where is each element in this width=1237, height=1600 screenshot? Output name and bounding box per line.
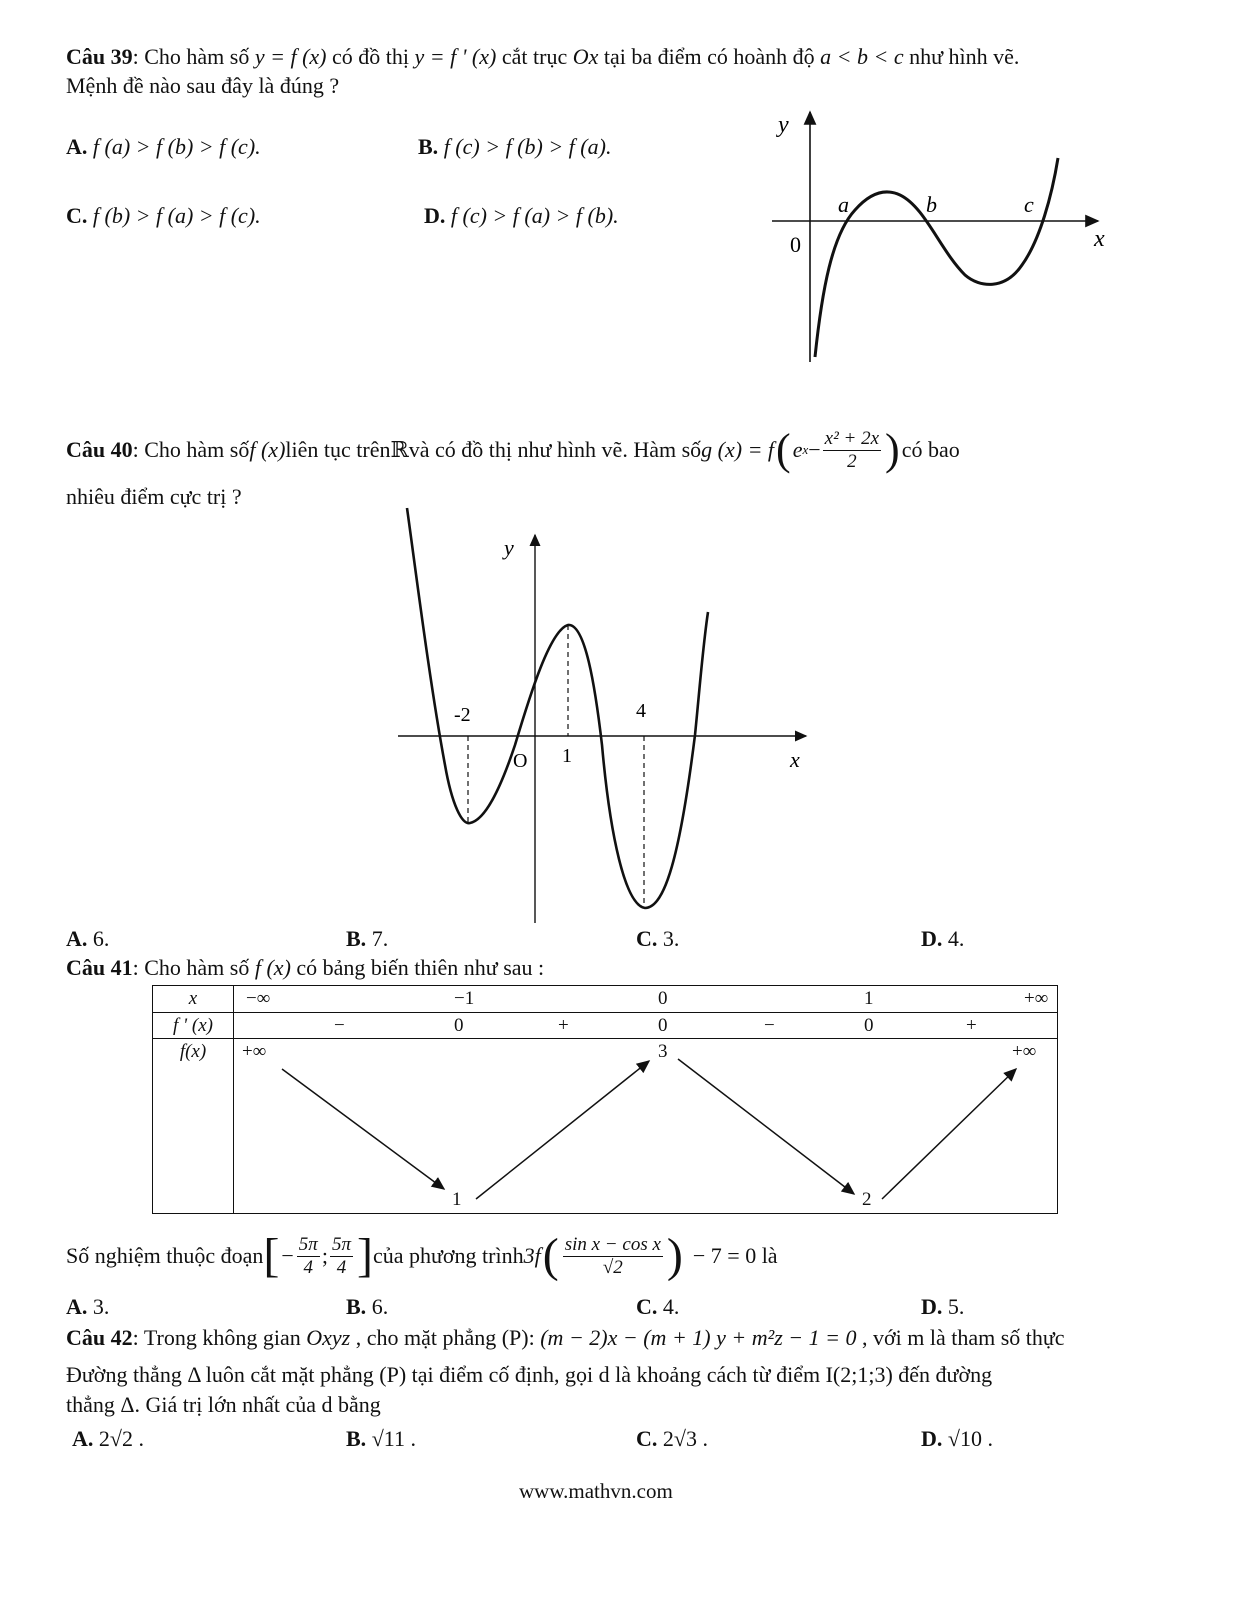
q40-fraction	[823, 428, 881, 473]
q40-text-d: có bao	[901, 437, 960, 462]
vt-x-0: −∞	[246, 988, 271, 1009]
q41-bracket-left: [	[263, 1229, 280, 1282]
option-text: 3.	[657, 926, 680, 951]
option-text: √10 .	[942, 1426, 993, 1451]
q42-option-d	[921, 1426, 993, 1452]
q41-interval-frac1	[297, 1234, 320, 1279]
vt-row-f-header: f(x)	[153, 1039, 234, 1214]
q41-paren-left: (	[542, 1229, 559, 1282]
q42-expr-plane: (m − 2)x − (m + 1) y + m²z − 1 = 0	[540, 1325, 857, 1350]
q39-expr-yp: y = f ' (x)	[414, 44, 497, 69]
option-text: 2√3 .	[657, 1426, 708, 1451]
option-label: D.	[921, 926, 943, 951]
q39-text-e: như hình vẽ.	[903, 44, 1020, 69]
q39-expr-ox: Ox	[572, 44, 599, 69]
option-label: B.	[346, 1426, 367, 1451]
vt-sign-5: 0	[864, 1015, 874, 1036]
vt-sign-2: +	[558, 1015, 569, 1036]
vt-f-0: +∞	[242, 1041, 267, 1062]
option-label: A.	[66, 134, 88, 159]
q41-expr-f: f (x)	[254, 955, 291, 980]
vt-f-1: 1	[452, 1189, 462, 1210]
q41-text-a2: Số nghiệm thuộc đoạn	[66, 1243, 264, 1268]
q40-frac-num: x² + 2x	[824, 427, 880, 449]
q41-text-b2: của phương trình	[372, 1243, 524, 1268]
q42-line3: thẳng Δ. Giá trị lớn nhất của d bằng	[66, 1392, 381, 1417]
q39-expr-y: y = f (x)	[254, 44, 327, 69]
q40-curve	[407, 508, 708, 908]
option-label: A.	[66, 926, 88, 951]
q40-tick-one: 1	[562, 745, 572, 767]
q41-frac1-den: 4	[303, 1256, 314, 1278]
option-label: B.	[346, 926, 367, 951]
q40-option-d	[921, 926, 964, 952]
vt-row-f	[234, 1039, 1058, 1214]
q40-origin-label: O	[513, 750, 528, 772]
q39-option-c	[66, 203, 261, 229]
q40-option-b	[346, 926, 388, 952]
q41-frac1-num: 5π	[298, 1233, 318, 1255]
vt-row-fp	[234, 1013, 1058, 1039]
option-text: f (a) > f (b) > f (c).	[92, 134, 261, 159]
q41-interval-frac2	[330, 1234, 353, 1279]
option-label: A.	[72, 1426, 94, 1451]
q39-c-label: c	[1024, 192, 1034, 217]
option-label: D.	[921, 1426, 943, 1451]
q41-eq-num: sin x − cos x	[564, 1233, 661, 1255]
option-text: f (c) > f (b) > f (a).	[443, 134, 612, 159]
q40-x-label: x	[790, 747, 800, 772]
q41-line2: Số nghiệm thuộc đoạn [ − $\frac{5\pi}{4}$ ; $\frac{5\pi}{4}$ ] của phương trình 3f ( $\frac{\text{sin x − cos x}}{√2}$ ) − 7 = 0 là	[66, 1229, 778, 1282]
q39-b-label: b	[926, 192, 937, 217]
q39-expr-abc: a < b < c	[820, 44, 904, 69]
q41-eq-frac	[563, 1234, 663, 1279]
q40-text-c: và có đồ thị như hình vẽ. Hàm số	[408, 437, 702, 462]
q42-text-c: , với m là tham số thực	[856, 1325, 1065, 1350]
vt-arrows	[234, 1039, 1054, 1215]
q42-text-b: , cho mặt phẳng (P):	[350, 1325, 541, 1350]
q40-paren-left: (	[776, 425, 791, 474]
option-text: f (b) > f (a) > f (c).	[92, 203, 261, 228]
option-label: C.	[636, 926, 658, 951]
q41-text-b: có bảng biến thiên như sau :	[290, 955, 545, 980]
vt-arrow-down-1	[282, 1069, 444, 1189]
q40-frac-den: 2	[847, 450, 857, 472]
option-label: C.	[66, 203, 88, 228]
option-label: C.	[636, 1426, 658, 1451]
q39-line2: Mệnh đề nào sau đây là đúng ?	[66, 73, 340, 98]
vt-x-3: 1	[864, 988, 874, 1009]
q41-option-a	[66, 1294, 109, 1320]
vt-sign-1: 0	[454, 1015, 464, 1036]
q40-function-graph	[390, 505, 820, 925]
option-text: 6.	[87, 926, 110, 951]
q41-option-b	[346, 1294, 388, 1320]
q40-expr-minus: −	[808, 437, 821, 462]
option-text: 7.	[366, 926, 389, 951]
option-label: B.	[418, 134, 439, 159]
q41-eq-coef: 3f	[523, 1243, 541, 1268]
footer-url[interactable]: www.mathvn.com	[519, 1479, 673, 1503]
q42-text-a: : Trong không gian	[132, 1325, 307, 1350]
q40-expr-e: e	[792, 437, 803, 462]
option-text: f (c) > f (a) > f (b).	[450, 203, 619, 228]
q40-paren-right: )	[885, 425, 900, 474]
vt-row-x	[234, 986, 1058, 1013]
vt-x-4: +∞	[1024, 988, 1049, 1009]
vt-arrow-down-2	[678, 1059, 854, 1194]
q42-option-b	[346, 1426, 416, 1452]
option-text: 3.	[87, 1294, 110, 1319]
q42-label: Câu 42	[66, 1325, 133, 1350]
vt-x-1: −1	[454, 988, 475, 1009]
option-label: B.	[346, 1294, 367, 1319]
q39-text-c: cắt trục	[496, 44, 573, 69]
q39-line1	[66, 44, 1019, 70]
q41-eq-tail: − 7 = 0 là	[692, 1243, 778, 1268]
q40-tick-four: 4	[636, 700, 646, 722]
option-label: D.	[921, 1294, 943, 1319]
q39-curve	[815, 158, 1058, 357]
q39-origin-label: 0	[790, 232, 801, 257]
q39-option-d	[424, 203, 619, 229]
q41-frac2-num: 5π	[331, 1233, 351, 1255]
vt-sign-3: 0	[658, 1015, 668, 1036]
q41-option-c	[636, 1294, 679, 1320]
q39-label: Câu 39	[66, 44, 133, 69]
q42-option-a	[72, 1426, 144, 1452]
vt-arrow-up-1	[476, 1061, 649, 1199]
option-label: A.	[66, 1294, 88, 1319]
q40-line2: nhiêu điểm cực trị ?	[66, 484, 242, 509]
q40-tick-minus2: -2	[454, 704, 471, 726]
q40-label: Câu 40	[66, 437, 133, 462]
q41-paren-right: )	[666, 1229, 683, 1282]
q39-option-a	[66, 134, 261, 160]
option-label: D.	[424, 203, 446, 228]
q40-expr-e-sup: x	[802, 442, 809, 457]
q40-expr-g: g (x) = f	[701, 437, 775, 462]
q40-option-a	[66, 926, 109, 952]
vt-row-x-header: x	[153, 986, 234, 1013]
option-text: 2√2 .	[93, 1426, 144, 1451]
q40-text-b: liên tục trên	[285, 437, 391, 462]
vt-f-2: 3	[658, 1041, 668, 1062]
vt-row-fp-header: f ' (x)	[153, 1013, 234, 1039]
q40-option-c	[636, 926, 679, 952]
q40-expr-f: f (x)	[249, 437, 286, 462]
option-text: 4.	[657, 1294, 680, 1319]
vt-sign-6: +	[966, 1015, 977, 1036]
option-label: C.	[636, 1294, 658, 1319]
q41-bracket-right: ]	[356, 1229, 373, 1282]
option-text: 4.	[942, 926, 965, 951]
option-text: √11 .	[366, 1426, 416, 1451]
vt-f-3: 2	[862, 1189, 872, 1210]
vt-f-4: +∞	[1012, 1041, 1037, 1062]
q39-a-label: a	[838, 192, 849, 217]
q42-line1	[66, 1325, 1065, 1351]
q39-text-a: : Cho hàm số	[132, 44, 255, 69]
q41-text-a: : Cho hàm số	[132, 955, 255, 980]
q40-line1	[66, 420, 960, 480]
q40-y-label: y	[504, 535, 514, 560]
vt-arrow-up-2	[882, 1069, 1016, 1199]
q39-text-d: tại ba điểm có hoành độ	[598, 44, 821, 69]
vt-sign-4: −	[764, 1015, 775, 1036]
variation-table	[152, 985, 1058, 1214]
q39-y-label: y	[778, 112, 789, 138]
q41-frac2-den: 4	[336, 1256, 347, 1278]
q42-line2: Đường thẳng Δ luôn cắt mặt phẳng (P) tại điểm cố định, gọi d là khoảng cách từ điểm I(2;1;3) đến đường	[66, 1362, 993, 1387]
q41-eq-den: √2	[602, 1256, 623, 1278]
q40-text-a: : Cho hàm số	[132, 437, 250, 462]
option-text: 6.	[366, 1294, 389, 1319]
option-text: 5.	[942, 1294, 965, 1319]
q41-line1	[66, 955, 544, 981]
q39-x-label: x	[1094, 226, 1105, 252]
q42-option-c	[636, 1426, 708, 1452]
q39-derivative-graph	[760, 100, 1140, 370]
q40-expr-R: ℝ	[390, 437, 409, 462]
vt-sign-0: −	[334, 1015, 345, 1036]
q39-option-b	[418, 134, 611, 160]
q42-expr-oxyz: Oxyz	[306, 1325, 351, 1350]
q39-text-b: có đồ thị	[326, 44, 415, 69]
vt-x-2: 0	[658, 988, 668, 1009]
q41-option-d	[921, 1294, 964, 1320]
q41-label: Câu 41	[66, 955, 133, 980]
